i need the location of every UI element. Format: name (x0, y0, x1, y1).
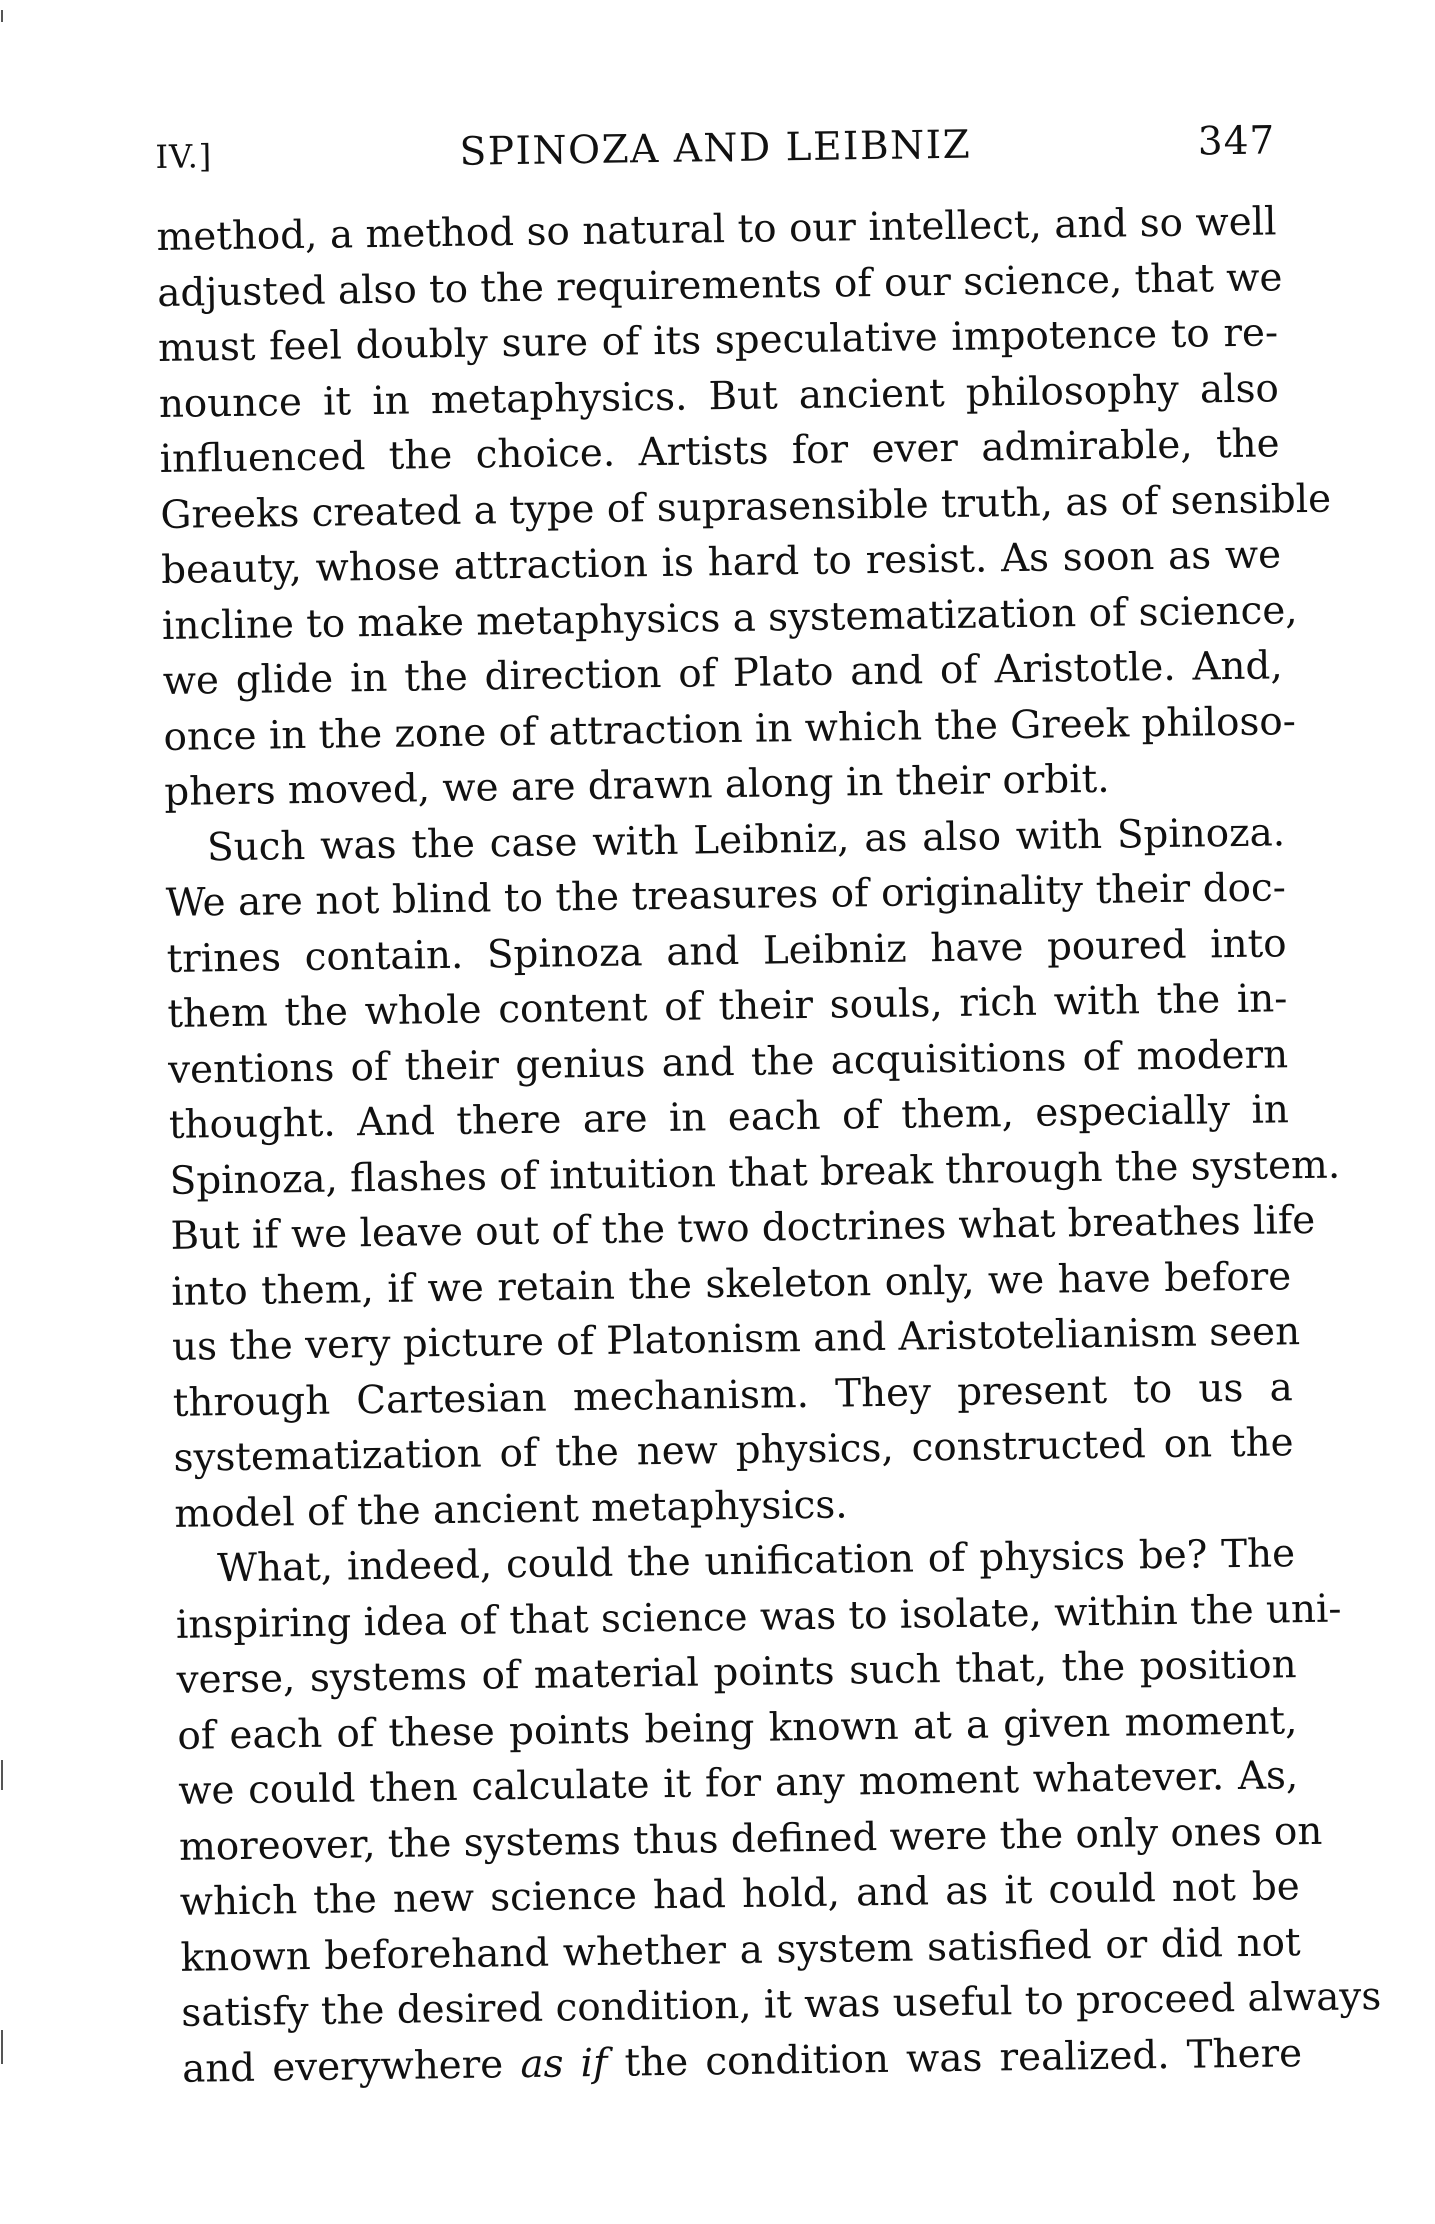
emphasized-phrase: as if (520, 2040, 608, 2087)
paragraph (156, 194, 1332, 820)
scan-edge-mark (1, 2030, 3, 2064)
text-line: Greeks created a type of suprasensible truth, as of sensible (160, 476, 1332, 538)
paragraph (175, 1526, 1382, 2097)
text-line: influenced the choice. Artists for ever admirable, the (159, 421, 1280, 482)
text-line: us the very picture of Platonism and Aristotelianism seen (171, 1309, 1301, 1370)
text-line: known beforehand whether a system satisfied or did not (180, 1919, 1301, 1981)
running-title: SPINOZA AND LEIBNIZ (459, 122, 972, 175)
text-run: the condition was realized. There (624, 2030, 1303, 2086)
text-line: we glide in the direction of Plato and of Aristotle. And, (162, 643, 1283, 704)
text-line: nounce it in metaphysics. But ancient philosophy also (158, 365, 1280, 427)
text-line: which the new science had hold, and as it could not be (179, 1864, 1301, 1925)
text-line: into them, if we retain the skeleton only, we have before (170, 1253, 1292, 1315)
text-line: must feel doubly sure of its speculative impotence to re- (157, 310, 1279, 371)
text-run: and everywhere (181, 2041, 504, 2092)
paragraph (165, 805, 1341, 1542)
text-line: incline to make metaphysics a systematization of science, (161, 587, 1298, 649)
text-line: once in the zone of attraction in which the Greek philoso- (163, 698, 1297, 760)
text-line: verse, systems of material points such that, the position (176, 1642, 1297, 1703)
text-line: We are not blind to the treasures of originality their doc- (165, 865, 1287, 926)
text-line: moreover, the systems thus defined were the only ones on (178, 1808, 1323, 1870)
text-line: beauty, whose attraction is hard to resist. As soon as we (160, 532, 1282, 593)
text-line: of each of these points being known at a given moment, (177, 1697, 1298, 1759)
chapter-marker: IV.] (155, 137, 213, 176)
text-line: Spinoza, flashes of intuition that break through the system. (169, 1142, 1341, 1204)
scan-edge-mark (1, 1760, 3, 1790)
scan-edge-mark (1, 10, 3, 22)
text-line: systematization of the new physics, constructed on the (173, 1420, 1294, 1481)
body-text (156, 194, 1382, 2096)
text-line: phers moved, we are drawn along in their orbit. (164, 756, 1110, 815)
text-line: But if we leave out of the two doctrines what breathes life (170, 1197, 1316, 1259)
text-line: What, indeed, could the unification of physics be? The (216, 1531, 1296, 1592)
text-line: adjusted also to the requirements of our science, that we (157, 254, 1283, 316)
text-line: satisfy the desired condition, it was useful to proceed always (181, 1974, 1382, 2036)
page-number: 347 (1197, 118, 1276, 165)
text-line: method, a method so natural to our intellect, and so well (156, 199, 1277, 260)
text-line: thought. And there are in each of them, especially in (168, 1087, 1290, 1148)
text-line: model of the ancient metaphysics. (174, 1481, 848, 1537)
text-line: trines contain. Spinoza and Leibniz have poured into (166, 920, 1287, 982)
running-head (155, 109, 1276, 189)
text-line: inspiring idea of that science was to isolate, within the uni- (175, 1586, 1342, 1648)
text-line: Such was the case with Leibniz, as also with Spinoza. (206, 809, 1286, 870)
text-line: them the whole content of their souls, rich with the in- (167, 976, 1288, 1037)
text-line: ventions of their genius and the acquisitions of modern (167, 1031, 1289, 1093)
page-content (155, 109, 1382, 2096)
text-line: we could then calculate it for any moment whatever. As, (177, 1753, 1299, 1814)
text-line: through Cartesian mechanism. They present to us a (172, 1364, 1294, 1426)
